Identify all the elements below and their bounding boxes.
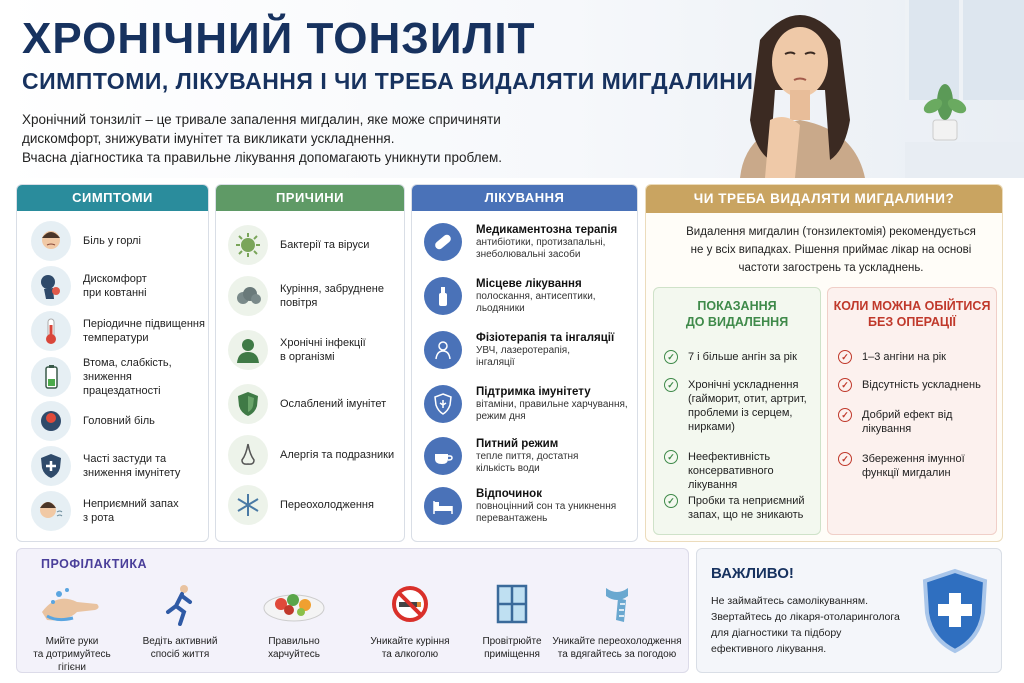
cause-item [228,330,404,370]
removal-text [666,223,996,277]
treatment-text [476,223,617,261]
prevention-item [17,581,127,674]
symptom-label: Періодичне підвищення температури [83,318,205,344]
person-icon [228,330,268,370]
indication-text: Хронічні ускладнення (гайморит, отит, артрит, проблеми із серцем, нирками) [688,379,807,433]
shield-plus-icon [31,446,71,486]
symptom-item [31,491,208,531]
treatment-item [424,223,637,261]
removal-card [645,184,1003,542]
cause-item [228,276,404,316]
treatment-title: Медикаментозна терапія [476,224,618,236]
shield-icon [228,384,268,424]
intro-line: Вчасна діагностика та правильне лікування допомагають уникнути проблем. [22,150,503,165]
treatment-desc: повноцінний сон та уникнення перевантажень [476,501,617,524]
scarf-icon [547,581,687,627]
indications-box [653,287,821,535]
runner-icon [125,581,235,627]
food-plate-icon [239,581,349,627]
symptom-item [31,221,208,261]
symptom-item [31,266,208,306]
prevention-item [239,581,349,661]
treatment-item [424,437,637,475]
important-card [696,548,1002,673]
treatment-text [476,437,578,475]
check-icon: ✓ [838,350,852,364]
prevention-item [125,581,235,661]
face-pain-icon [31,221,71,261]
symptom-label: Часті застуди та зниження імунітету [83,453,181,479]
check-icon: ✓ [664,494,678,508]
treatment-header: ЛІКУВАННЯ [412,185,637,211]
shield-cross-icon [919,567,991,655]
intro-line: Хронічний тонзиліт – це тривале запалення мигдалин, яке може спричиняти [22,112,501,127]
treatment-card [411,184,638,542]
treatment-item [424,331,637,369]
indication-item [664,450,814,492]
no-surgery-item [838,378,990,392]
prevention-title: ПРОФІЛАКТИКА [41,557,148,571]
treatment-desc: вітаміни, правильне харчування, режим дня [476,399,628,422]
important-line: ефективного лікування. [711,643,827,655]
causes-card [215,184,405,542]
prevention-label: Ведіть активний спосіб життя [142,636,218,660]
treatment-text [476,277,596,315]
cause-item [228,384,404,424]
page-subtitle: СИМПТОМИ, ЛІКУВАННЯ І ЧИ ТРЕБА ВИДАЛЯТИ МИГДАЛИНИ [22,68,754,94]
intro-line: дискомфорт, знижувати імунітет та викликати ускладнення. [22,131,395,146]
cup-icon [424,437,462,475]
indication-item [664,378,814,434]
symptom-item [31,356,208,398]
cabinet-decor [905,142,1024,178]
treatment-title: Фізіотерапія та інгаляції [476,332,615,344]
headache-icon [31,401,71,441]
pill-icon [424,223,462,261]
causes-header: ПРИЧИНИ [216,185,404,211]
prevention-label: Уникайте переохолодження та вдягайтесь за погодою [552,636,682,660]
no-surgery-item [838,452,990,480]
cause-label: Переохолодження [280,499,374,511]
inhaler-icon [424,331,462,369]
removal-text-line: Видалення мигдалин (тонзилектомія) рекомендується [686,226,976,238]
indication-text: Пробки та неприємний запах, що не зникають [688,495,805,521]
thermometer-icon [31,311,71,351]
treatment-title: Відпочинок [476,488,542,500]
no-surgery-title: КОЛИ МОЖНА ОБІЙТИСЯ БЕЗ ОПЕРАЦІЇ [833,299,991,329]
cause-item [228,485,404,525]
breath-icon [31,491,71,531]
treatment-text [476,331,614,369]
bed-icon [424,487,462,525]
plant-icon [915,72,975,142]
treatment-desc: полоскання, антисептики, льодяники [476,291,596,314]
woman-sore-throat-illustration [700,0,900,178]
cause-label: Ослаблений імунітет [280,398,387,410]
prevention-label: Провітрюйте приміщення [482,636,542,660]
swallow-icon [31,266,71,306]
treatment-desc: УВЧ, лазеротерапія, інгаляції [476,345,570,368]
no-surgery-text: 1–3 ангіни на рік [862,351,946,363]
symptoms-header: СИМПТОМИ [17,185,208,211]
indication-text: Неефективність консервативного лікування [688,451,774,491]
symptom-label: Біль у горлі [83,235,141,247]
symptom-item [31,446,208,486]
prevention-card [16,548,689,673]
snowflake-icon [228,485,268,525]
hand-wash-icon [17,581,127,627]
important-line: Не займайтесь самолікуванням. [711,595,869,607]
no-surgery-box [827,287,997,535]
nose-icon [228,435,268,475]
no-smoking-icon [355,581,465,627]
cause-item [228,435,404,475]
removal-text-line: не у всіх випадках. Рішення приймає лікар на основі [690,244,972,256]
prevention-item [355,581,465,661]
treatment-title: Питний режим [476,438,559,450]
no-surgery-text: Добрий ефект від лікування [862,409,953,435]
cause-item [228,225,404,265]
symptom-item [31,401,208,441]
symptoms-card [16,184,209,542]
symptom-label: Неприємний запах з рота [83,498,179,524]
cause-label: Алергія та подразники [280,449,395,461]
spray-bottle-icon [424,277,462,315]
treatment-desc: тепле пиття, достатня кількість води [476,451,579,474]
no-surgery-text: Відсутність ускладнень [862,379,981,391]
page-title: ХРОНІЧНИЙ ТОНЗИЛІТ [22,14,536,63]
treatment-text [476,487,616,525]
check-icon: ✓ [664,378,678,392]
treatment-desc: антибіотики, протизапальні, знеболювальні засоби [476,237,606,260]
prevention-label: Мийте руки та дотримуйтесь гігієни [33,636,111,673]
no-surgery-item [838,408,990,436]
important-title: ВАЖЛИВО! [711,565,794,582]
virus-icon [228,225,268,265]
battery-icon [31,357,71,397]
important-text [711,593,921,657]
removal-text-line: частоти загострень та ускладнень. [738,262,924,274]
indication-item [664,350,814,364]
check-icon: ✓ [838,378,852,392]
symptom-label: Дискомфорт при ковтанні [83,273,147,299]
prevention-item [547,581,687,661]
no-surgery-item [838,350,990,364]
treatment-title: Місцеве лікування [476,278,582,290]
symptom-item [31,311,208,351]
treatment-item [424,487,637,525]
removal-header: ЧИ ТРЕБА ВИДАЛЯТИ МИГДАЛИНИ? [646,185,1002,213]
indications-title: ПОКАЗАННЯ ДО ВИДАЛЕННЯ [685,299,789,329]
smoke-cloud-icon [228,276,268,316]
shield-leaf-icon [424,385,462,423]
cause-label: Хронічні інфекції в організмі [280,337,366,363]
cause-label: Куріння, забруднене повітря [280,283,384,309]
prevention-label: Уникайте куріння та алкоголю [370,636,450,660]
prevention-label: Правильно харчуйтесь [268,636,320,660]
symptom-label: Головний біль [83,415,155,427]
indication-item [664,494,814,522]
intro-text [22,110,582,167]
indication-text: 7 і більше ангін за рік [688,351,797,363]
no-surgery-text: Збереження імунної функції мигдалин [862,453,965,479]
check-icon: ✓ [664,350,678,364]
treatment-text [476,385,628,423]
symptom-label: Втома, слабкість, зниження працездатності [83,357,172,397]
treatment-title: Підтримка імунітету [476,386,591,398]
check-icon: ✓ [838,452,852,466]
important-line: Звертайтесь до лікаря-отоларинголога [711,611,900,623]
treatment-item [424,277,637,315]
important-line: для діагностики та підбору [711,627,842,639]
treatment-item [424,385,637,423]
check-icon: ✓ [838,408,852,422]
cause-label: Бактерії та віруси [280,239,370,251]
check-icon: ✓ [664,450,678,464]
